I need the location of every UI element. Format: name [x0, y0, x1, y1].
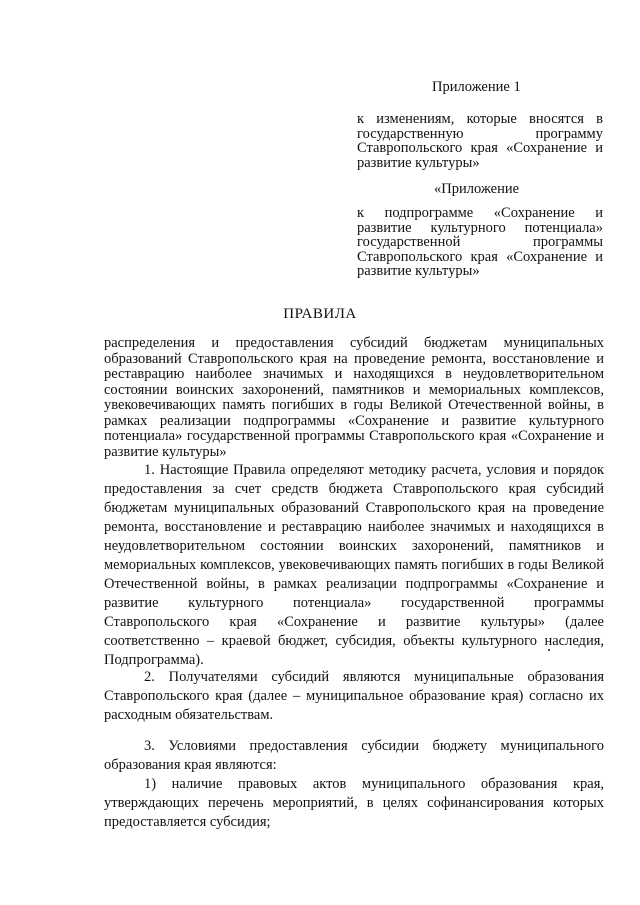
appendix-text: к изменениям, которые вносятся в государственную программу Ставропольского края «Сохранение и развитие культуры»: [357, 111, 603, 171]
paragraph-1: 1. Настоящие Правила определяют методику расчета, условия и порядок предоставления за счет средств бюджета Ставропольского края субсидий бюджетам муниципальных образований Ставропольского края на проведение ремонта, восстановление и реставрацию наиболее значимых и находящихся в неудовлетворительном состоянии воинских захоронений, памятников и мемориальных комплексов, увековечивающих память погибших в годы Великой Отечественной войны, в рамках реализации подпрограммы «Сохранение и развитие культурного потенциала» государственной программы Ставропольского края «Сохранение и развитие культуры» (далее соответственно – краевой бюджет, субсидия, объекты культурного наследия, Подпрограмма).: [104, 462, 604, 668]
scan-speck: [548, 649, 550, 651]
paragraph-2: 2. Получателями субсидий являются муниципальные образования Ставропольского края (далее – муниципальное образование края) согласно их расходным обязательствам.: [104, 669, 604, 723]
document-title: ПРАВИЛА: [283, 306, 357, 322]
nested-appendix-text: к подпрограмме «Сохранение и развитие культурного потенциала» государственной программы Ставропольского края «Сохранение и развитие культуры»: [357, 205, 603, 279]
nested-appendix-label: «Приложение: [434, 181, 520, 197]
document-subtitle: распределения и предоставления субсидий бюджетам муниципальных образований Ставропольского края на проведение ремонта, восстановление и реставрацию наиболее значимых и находящихся в неудовлетворительном состоянии воинских захоронений, памятников и мемориальных комплексов, увековечивающих память погибших в годы Великой Отечественной войны, в рамках реализации подпрограммы «Сохранение и развитие культурного потенциала» государственной программы Ставропольского края «Сохранение и развитие культуры»: [104, 335, 604, 460]
paragraph-3: 3. Условиями предоставления субсидии бюджету муниципального образования края являются:: [104, 738, 604, 773]
appendix-label: Приложение 1: [432, 79, 521, 95]
paragraph-3-item-1: 1) наличие правовых актов муниципального образования края, утверждающих перечень мероприятий, в целях софинансирования которых предоставляется субсидия;: [104, 776, 604, 830]
